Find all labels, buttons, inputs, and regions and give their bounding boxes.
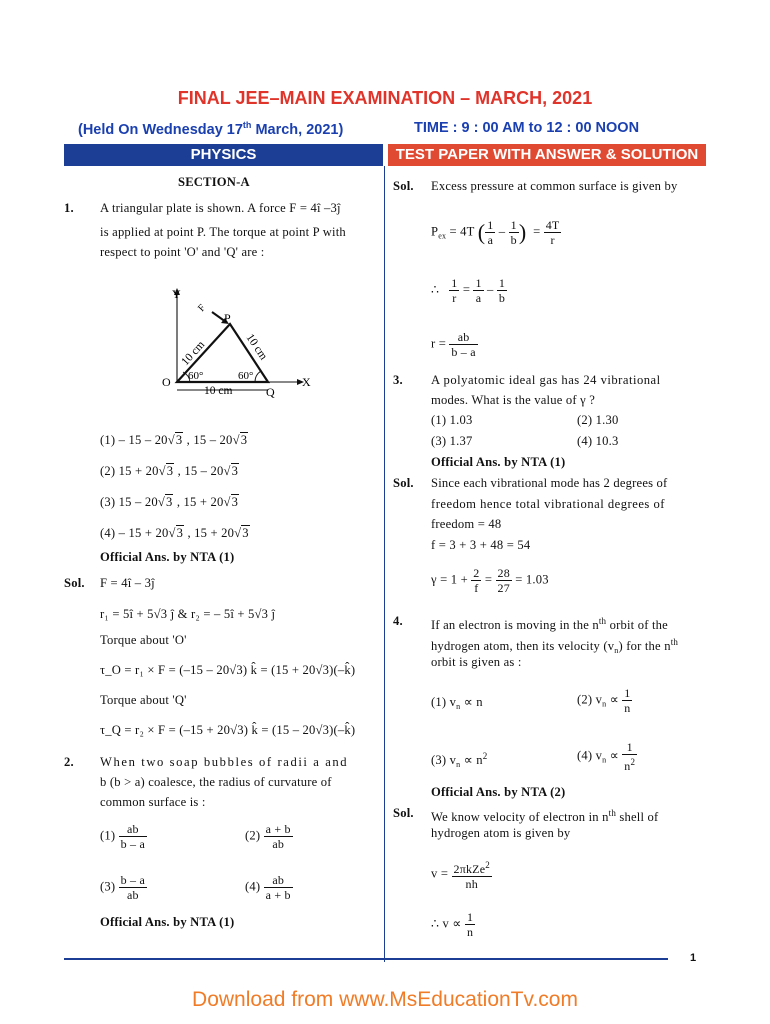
- velocity-equation: v = $\frac{2\pi kZe^2}{nh}$: [431, 860, 490, 891]
- point-q-label: Q: [266, 385, 275, 399]
- q2-option-3[interactable]: (3) $\frac{b - a}{ab}$: [100, 873, 145, 902]
- q4-option-2[interactable]: (2) $v_n$ ∝ $\frac{1}{n}$: [577, 686, 631, 715]
- excess-pressure-equation: $P_{ex} = 4T$ ( $\frac{1}{a}$ – $\frac{1}{b}$ ) = $\frac{4T}{r}$: [431, 218, 560, 247]
- reciprocal-radius-equation: ∴ $\frac{1}{r}$ = $\frac{1}{a}$ – $\frac{1}{b}$: [431, 276, 506, 305]
- question-3-number: 3.: [393, 373, 403, 387]
- velocity-proportionality: ∴ v ∝ $\frac{1}{n}$: [431, 910, 474, 939]
- triangle-figure: [150, 282, 330, 402]
- q4-option-4[interactable]: (4) $v_n$ ∝ $\frac{1}{n^2}$: [577, 740, 636, 773]
- torque-o-equation: τ_O = r₁ × F = (–15 – 20√3) k̂ = (15 + 20√3)(–k̂): [100, 663, 356, 677]
- page-number: 1: [690, 952, 697, 964]
- section-heading: SECTION-A: [178, 175, 250, 189]
- q2-official-answer: Official Ans. by NTA (1): [100, 915, 235, 929]
- exam-title: FINAL JEE–MAIN EXAMINATION – MARCH, 2021: [177, 88, 593, 108]
- question-3-text-2: modes. What is the value of γ ?: [431, 393, 596, 407]
- exam-time: TIME : 9 : 00 AM to 12 : 00 NOON: [414, 120, 640, 136]
- left-side-length: 10 cm: [179, 338, 208, 369]
- question-1-text-2: is applied at point P. The torque at point P with: [100, 225, 346, 239]
- question-1-text: A triangular plate is shown. A force F = 4î –3ĵ: [100, 201, 341, 215]
- left-angle: 60°: [188, 370, 204, 382]
- question-2-text-2: b (b > a) coalesce, the radius of curvature of: [100, 775, 332, 789]
- question-3-text: A polyatomic ideal gas has 24 vibrational: [431, 373, 661, 387]
- x-label: X: [302, 375, 311, 389]
- q3-option-2[interactable]: (2) 1.30: [577, 413, 619, 427]
- torque-q-equation: τ_Q = r₂ × F = (–15 + 20√3) k̂ = (15 – 20√3)(–k̂): [100, 723, 356, 737]
- question-4-text-3: orbit is given as :: [431, 655, 522, 669]
- solution-3-text-4: f = 3 + 3 + 48 = 54: [431, 538, 531, 552]
- torque-q-label: Torque about 'Q': [100, 693, 187, 707]
- question-4-number: 4.: [393, 614, 403, 628]
- solution-1-positions: r₁ = 5î + 5√3 ĵ & r₂ = – 5î + 5√3 ĵ: [100, 607, 276, 621]
- point-o-label: O: [162, 375, 171, 389]
- force-vector: F = 4î –3ĵ: [289, 201, 341, 215]
- q1-option-3[interactable]: (3) 15 – 20√3 , 15 + 20√3: [100, 495, 239, 509]
- solution-3-label: Sol.: [393, 476, 414, 490]
- question-2-text-3: common surface is :: [100, 795, 206, 809]
- held-on-line: (Held On Wednesday 17th March, 2021): [78, 120, 344, 138]
- question-1-text-3: respect to point 'O' and 'Q' are :: [100, 245, 265, 259]
- q3-official-answer: Official Ans. by NTA (1): [431, 455, 566, 469]
- q4-option-1[interactable]: (1) $v_n \propto n$: [431, 695, 483, 711]
- solution-3-text-2: freedom hence total vibrational degrees of: [431, 497, 665, 511]
- solution-3-text: Since each vibrational mode has 2 degrees of: [431, 476, 668, 490]
- right-side-length: 10 cm: [243, 331, 270, 363]
- q3-option-3[interactable]: (3) 1.37: [431, 434, 473, 448]
- torque-o-label: Torque about 'O': [100, 633, 187, 647]
- q2-option-1[interactable]: (1) $\frac{ab}{b - a}$: [100, 822, 145, 851]
- q1-option-2[interactable]: (2) 15 + 20√3 , 15 – 20√3: [100, 464, 239, 478]
- solution-4-text-2: hydrogen atom is given by: [431, 826, 571, 840]
- q2-option-2[interactable]: (2) $\frac{a + b}{ab}$: [245, 822, 291, 851]
- solution-3-text-3: freedom = 48: [431, 517, 502, 531]
- question-1-number: 1.: [64, 201, 74, 215]
- footer-rule: [64, 958, 668, 960]
- solution-1-force: F = 4î – 3ĵ: [100, 576, 155, 590]
- column-divider: [384, 166, 385, 962]
- q1-official-answer: Official Ans. by NTA (1): [100, 550, 235, 564]
- test-paper-banner: TEST PAPER WITH ANSWER & SOLUTION: [388, 144, 706, 166]
- solution-2-text: Excess pressure at common surface is given by: [431, 179, 678, 193]
- question-2-number: 2.: [64, 755, 74, 769]
- download-link[interactable]: Download from www.MsEducationTv.com: [192, 988, 578, 1011]
- q4-option-3[interactable]: (3) $v_n \propto n^2$: [431, 751, 488, 769]
- q4-official-answer: Official Ans. by NTA (2): [431, 785, 566, 799]
- point-p-label: P: [224, 311, 231, 325]
- force-label: F: [196, 302, 208, 315]
- gamma-equation: γ = 1 + $\frac{2}{f}$ = $\frac{28}{27}$ = 1.03: [431, 566, 549, 595]
- q1-option-1[interactable]: (1) – 15 – 20√3 , 15 – 20√3: [100, 433, 248, 447]
- q3-option-1[interactable]: (1) 1.03: [431, 413, 473, 427]
- y-label: Y: [172, 287, 181, 301]
- q1-option-4[interactable]: (4) – 15 + 20√3 , 15 + 20√3: [100, 526, 249, 540]
- q3-option-4[interactable]: (4) 10.3: [577, 434, 619, 448]
- radius-result-equation: r = $\frac{ab}{b - a}$: [431, 330, 476, 359]
- solution-1-label: Sol.: [64, 576, 85, 590]
- question-2-text: When two soap bubbles of radii a and: [100, 755, 349, 769]
- solution-4-label: Sol.: [393, 806, 414, 820]
- right-angle: 60°: [238, 370, 254, 382]
- question-4-text: If an electron is moving in the $n^{th}$ orbit of the: [431, 616, 668, 632]
- question-4-text-2: hydrogen atom, then its velocity $(v_n)$ for the $n^{th}$: [431, 637, 679, 655]
- base-length: 10 cm: [204, 385, 233, 397]
- subject-banner: PHYSICS: [64, 144, 383, 166]
- q2-option-4[interactable]: (4) $\frac{ab}{a + b}$: [245, 873, 291, 902]
- solution-2-label: Sol.: [393, 179, 414, 193]
- solution-4-text: We know velocity of electron in $n^{th}$ shell of: [431, 808, 659, 824]
